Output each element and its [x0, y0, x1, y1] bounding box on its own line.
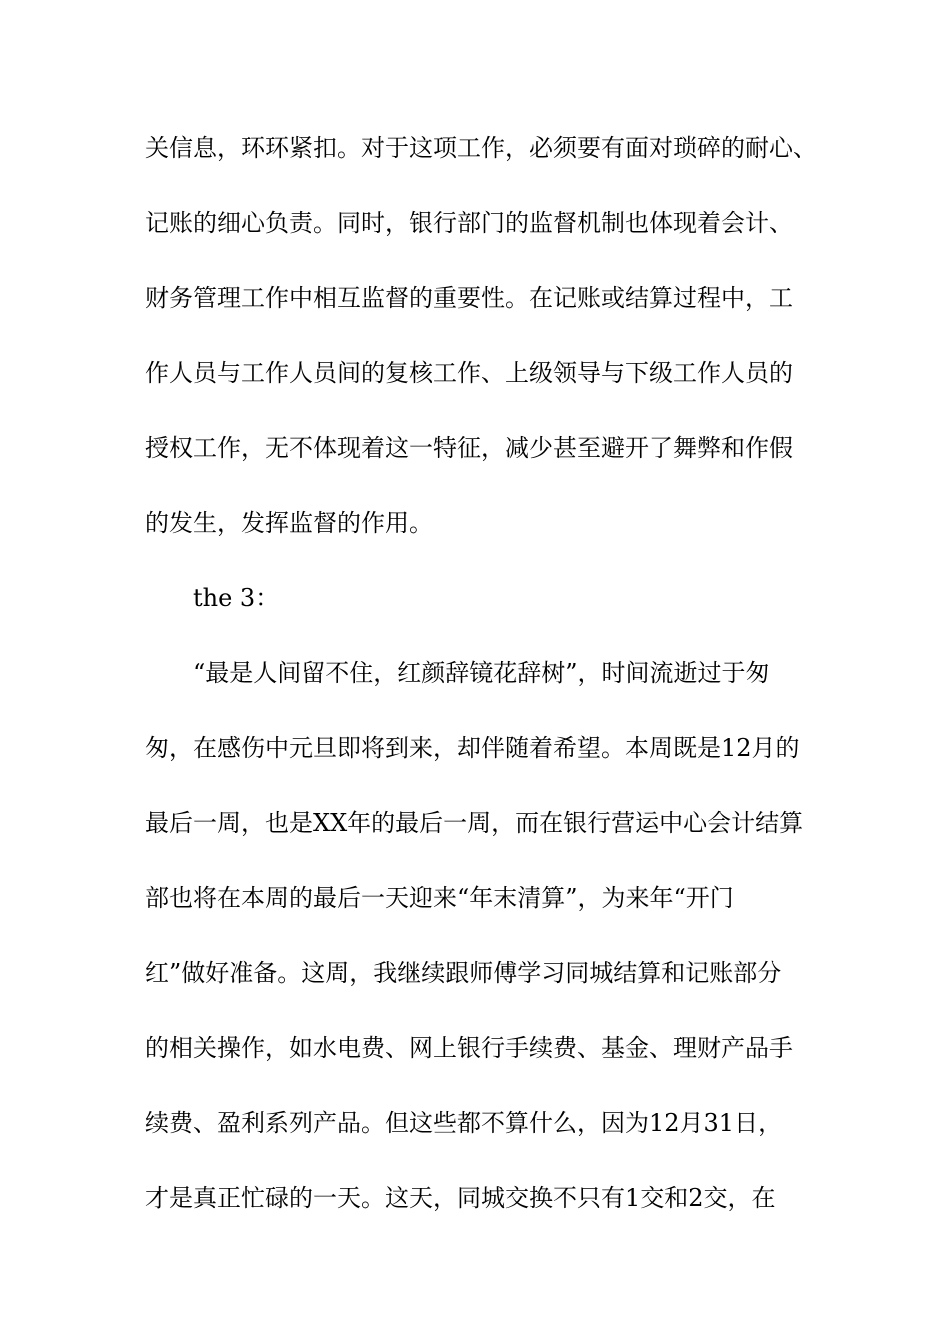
text-line: 财务管理工作中相互监督的重要性。在记账或结算过程中，工 — [145, 284, 793, 312]
text-line: 的发生，发挥监督的作用。 — [145, 509, 433, 537]
text-line: 续费、盈利系列产品。但这些都不算什么，因为12月31日， — [145, 1109, 783, 1137]
text-line: 红”做好准备。这周，我继续跟师傅学习同城结算和记账部分 — [145, 959, 782, 987]
text-line: 作人员与工作人员间的复核工作、上级领导与下级工作人员的 — [145, 359, 793, 387]
text-line: 最后一周，也是XX年的最后一周，而在银行营运中心会计结算 — [145, 809, 804, 837]
text-line: 关信息，环环紧扣。对于这项工作，必须要有面对琐碎的耐心、 — [145, 134, 817, 162]
text-line: 部也将在本周的最后一天迎来“年末清算”，为来年“开门 — [145, 884, 734, 912]
text-line: 授权工作，无不体现着这一特征，减少甚至避开了舞弊和作假 — [145, 434, 793, 462]
text-line: 记账的细心负责。同时，银行部门的监督机制也体现着会计、 — [145, 209, 793, 237]
text-line: “最是人间留不住，红颜辞镜花辞树”，时间流逝过于匆 — [193, 659, 770, 687]
text-line: 匆，在感伤中元旦即将到来，却伴随着希望。本周既是12月的 — [145, 734, 800, 762]
section-heading: the 3： — [193, 584, 280, 612]
text-line: 才是真正忙碌的一天。这天，同城交换不只有1交和2交，在 — [145, 1184, 776, 1212]
text-line: 的相关操作，如水电费、网上银行手续费、基金、理财产品手 — [145, 1034, 793, 1062]
